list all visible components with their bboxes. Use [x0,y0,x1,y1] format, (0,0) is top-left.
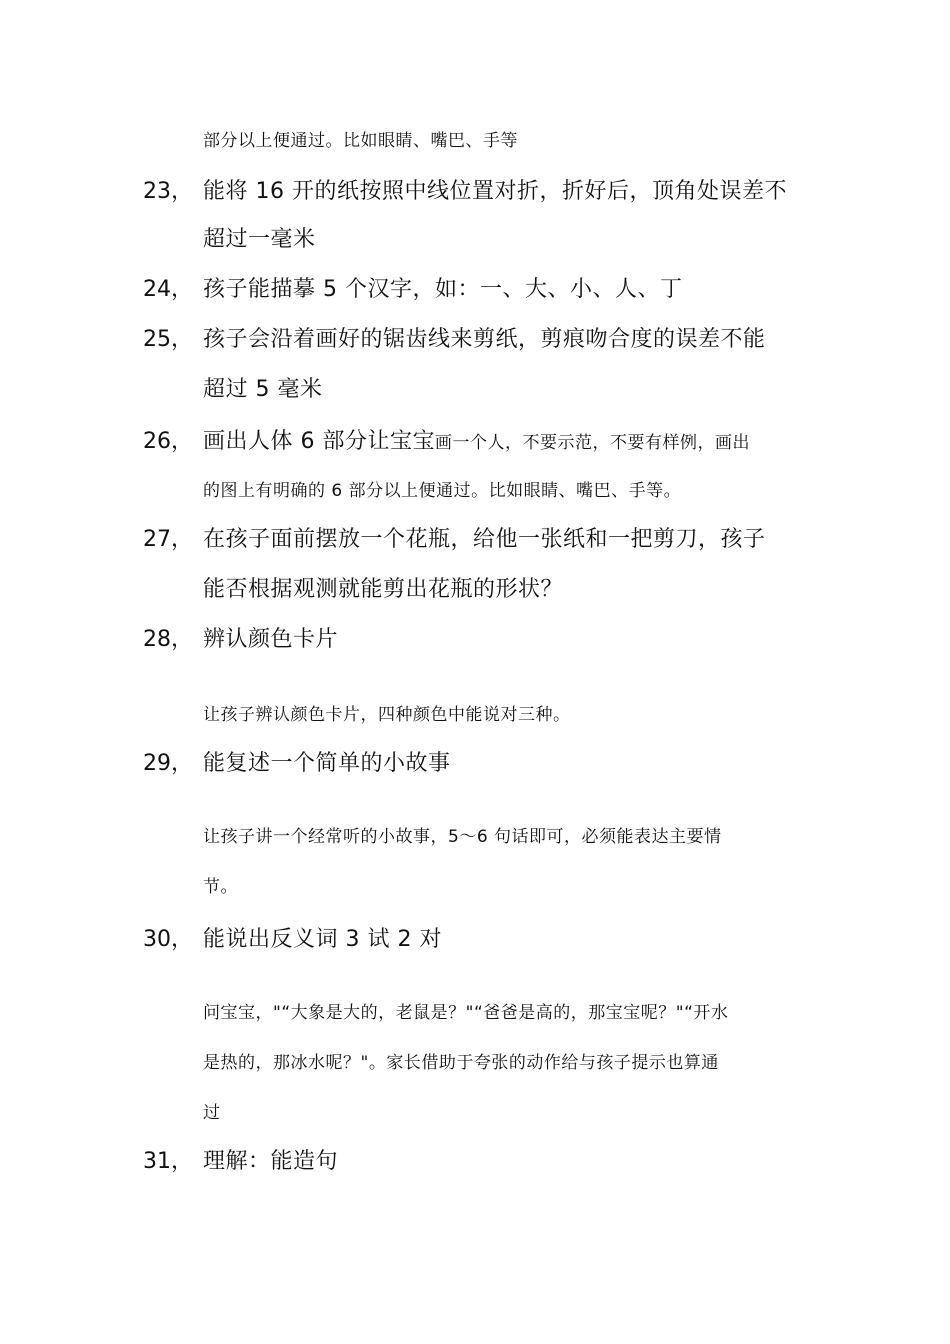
item-number-23: 23， [143,179,193,204]
item-25-text: 孩子会沿着画好的锯齿线来剪纸，剪痕吻合度的误差不能 [203,327,766,352]
item-number-25: 25， [143,327,193,352]
item-28-text: 辨认颜色卡片 [203,627,339,652]
line-continuation: 部分以上便通过。比如眼睛、嘴巴、手等 [203,131,518,151]
item-28-desc: 让孩子辨认颜色卡片，四种颜色中能说对三种。 [203,705,571,725]
item-23-text: 能将 16 开的纸按照中线位置对折，折好后，顶角处误差不 [203,179,787,204]
item-24-text: 孩子能描摹 5 个汉字，如：一、大、小、人、丁 [203,277,683,302]
item-31-text: 理解：能造句 [203,1149,339,1174]
item-number-28: 28， [143,627,193,652]
item-27-text-cont: 能否根据观测就能剪出花瓶的形状？ [203,577,564,602]
item-30-text: 能说出反义词 3 试 2 对 [203,927,442,952]
item-number-30: 30， [143,927,193,952]
item-30-desc-end: 过 [203,1103,221,1123]
item-25-text-cont: 超过 5 毫米 [203,377,323,402]
item-29-desc-cont: 节。 [203,877,238,897]
item-number-26: 26， [143,429,193,454]
item-23-text-cont: 超过一毫米 [203,227,316,252]
item-number-31: 31， [143,1149,193,1174]
item-26-desc-cont: 的图上有明确的 6 部分以上便通过。比如眼睛、嘴巴、手等。 [203,481,682,501]
item-30-desc-cont: 是热的，那冰水呢？"。家长借助于夸张的动作给与孩子提示也算通 [203,1053,719,1073]
item-26-desc: 画一个人，不要示范，不要有样例，画出 [434,433,750,453]
item-27-text: 在孩子面前摆放一个花瓶，给他一张纸和一把剪刀，孩子 [203,527,766,552]
item-29-text: 能复述一个简单的小故事 [203,751,451,776]
item-29-desc: 让孩子讲一个经常听的小故事，5～6 句话即可，必须能表达主要情 [203,827,722,847]
item-number-29: 29， [143,751,193,776]
item-number-24: 24， [143,277,193,302]
item-30-desc: 问宝宝，"“大象是大的，老鼠是？"“爸爸是高的，那宝宝呢？"“开水 [203,1003,729,1023]
item-number-27: 27， [143,527,193,552]
item-26-title: 画出人体 6 部分让宝宝 [203,429,435,454]
item-26-line [203,424,750,455]
